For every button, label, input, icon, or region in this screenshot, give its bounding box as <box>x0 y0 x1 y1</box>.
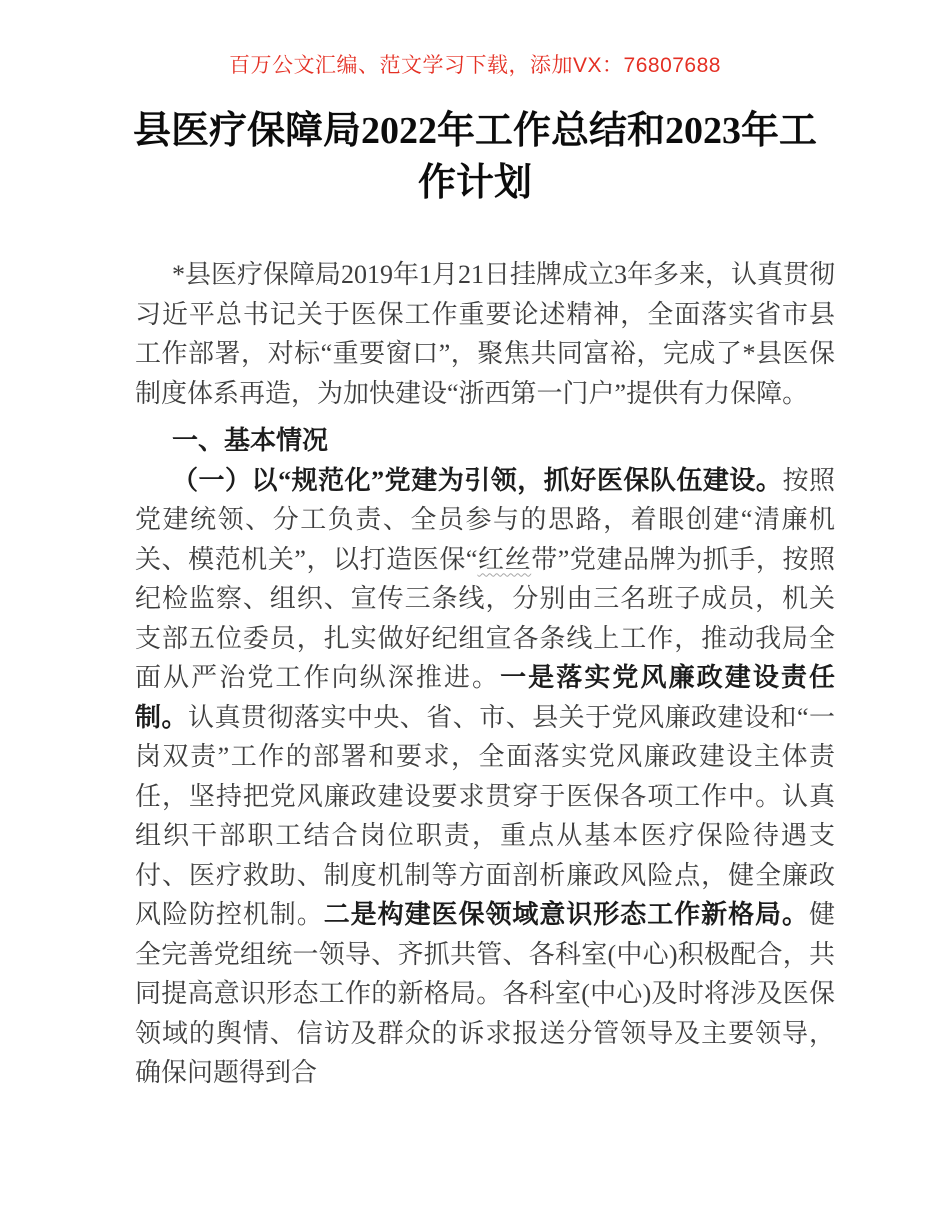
section-1-text-3: 认真贯彻落实中央、省、市、县关于党风廉政建设和“一岗双责”工作的部署和要求，全面落实党风廉政建设主体责任，坚持把党风廉政建设要求贯穿于医保各项工作中。认真组织干部职工结合岗位职责，重点从基本医疗保险待遇支付、医疗救助、制度机制等方面剖析廉政风险点，健全廉政风险防控机制。 <box>135 702 835 929</box>
section-1-paragraph <box>135 461 835 1093</box>
subsection-1-bold-lead: （一）以“规范化”党建为引领，抓好医保队伍建设。 <box>172 465 783 495</box>
document-body <box>135 255 835 1093</box>
section-1-text-2: 带”党建品牌为抓手，按照纪检监察、组织、宣传三条线，分别由三名班子成员，机关支部五位委员，扎实做好纪组宣各条线上工作，推动我局全面从严治党工作向纵深推进。 <box>135 544 835 692</box>
section-heading <box>135 421 835 461</box>
section-heading-text: 一、基本情况 <box>172 426 329 455</box>
section-1-text-1: 按照党建统领、分工负责、全员参与的思路，着眼创建“清廉机关、模范机关”，以打造医保“ <box>135 465 835 574</box>
section-1-bold-item-2: 二是构建医保领域意识形态工作新格局。 <box>323 900 809 929</box>
section-1-underlined-word: 红丝 <box>477 544 532 574</box>
promo-notice: 百万公文汇编、范文学习下载，添加VX：76807688 <box>229 54 721 77</box>
section-1-bold-item-1: 一是落实党风廉政建设责任制。 <box>135 663 835 732</box>
intro-paragraph: *县医疗保障局2019年1月21日挂牌成立3年多来，认真贯彻习近平总书记关于医保工作重要论述精神，全面落实省市县工作部署，对标“重要窗口”，聚焦共同富裕，完成了*县医保制度体系再造，为加快建设“浙西第一门户”提供有力保障。 <box>135 260 836 408</box>
document-title: 县医疗保障局2022年工作总结和2023年工作计划 <box>132 110 817 204</box>
section-1-text-4: 健全完善党组统一领导、齐抓共管、各科室(中心)积极配合，共同提高意识形态工作的新格局。各科室(中心)及时将涉及医保领域的舆情、信访及群众的诉求报送分管领导及主要领导，确保问题得到合 <box>135 900 835 1087</box>
